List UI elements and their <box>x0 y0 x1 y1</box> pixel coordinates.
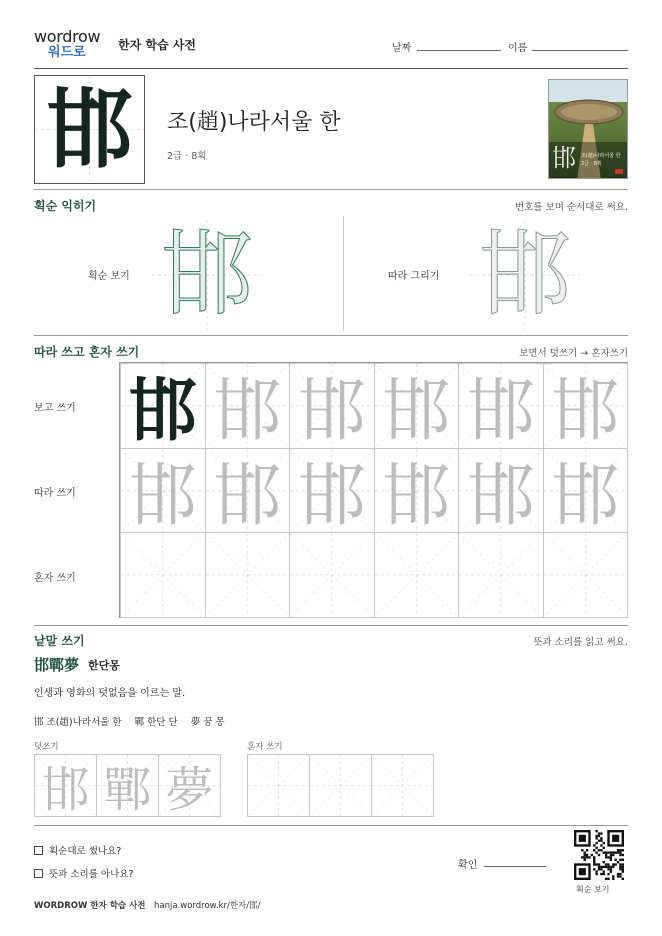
check-label: 뜻과 소리를 아나요? <box>49 869 134 880</box>
practice-grid <box>119 362 628 618</box>
logo <box>34 28 114 64</box>
practice-row-label: 따라 쓰기 <box>34 488 76 499</box>
gloss-text: 조(趙)나라서울 한 <box>46 717 122 728</box>
practice-cell[interactable] <box>543 448 629 534</box>
date-line[interactable] <box>417 50 501 51</box>
practice-cell[interactable] <box>458 532 544 618</box>
stroke-view-label: 획순 보기 <box>88 271 130 282</box>
stroke-trace-diagram[interactable] <box>470 220 580 330</box>
practice-cell[interactable] <box>120 532 206 618</box>
word-trace-grid <box>34 754 222 818</box>
stroke-section-title: 획순 익히기 <box>34 199 97 213</box>
ghost-character: 邯 <box>213 456 282 534</box>
stroke-section-vdivider <box>343 216 344 331</box>
check-item[interactable] <box>34 843 121 857</box>
word-divider <box>34 825 628 826</box>
practice-section-note: 보면서 덧쓰기 → 혼자쓰기 <box>519 348 628 359</box>
practice-divider <box>34 625 628 626</box>
footer-brand: WORDROW 한자 학습 사전 <box>34 901 146 911</box>
ghost-character: 邯 <box>466 372 535 449</box>
header-divider <box>34 68 628 69</box>
word-alone-cell[interactable] <box>371 754 434 817</box>
name-line[interactable] <box>532 50 628 51</box>
ghost-character: 邯 <box>466 456 535 534</box>
stroke-trace-label: 따라 그리기 <box>388 271 440 282</box>
thumb-badge <box>615 169 623 174</box>
stroke-view-character: 邯 <box>160 221 253 328</box>
word-ghost-character: 夢 <box>165 762 214 817</box>
word-reading: 한단몽 <box>88 659 120 672</box>
practice-cell[interactable] <box>120 448 206 534</box>
practice-cell[interactable] <box>289 448 375 534</box>
qr-code[interactable] <box>574 830 624 880</box>
practice-row-label: 혼자 쓰기 <box>34 573 76 584</box>
confirm-label: 확인 <box>458 860 478 871</box>
ghost-character: 邯 <box>297 456 366 534</box>
ghost-character: 邯 <box>382 456 451 534</box>
confirm-line[interactable] <box>484 866 546 867</box>
practice-cell[interactable] <box>205 532 291 618</box>
word-trace-cell[interactable] <box>34 754 97 817</box>
ghost-character: 邯 <box>382 372 451 449</box>
thumb-caption-1: 조(趙)나라서울 한 <box>581 153 621 159</box>
practice-cell[interactable] <box>374 363 460 449</box>
practice-cell[interactable] <box>289 532 375 618</box>
practice-cell[interactable] <box>543 363 629 449</box>
gloss-hanja: 鄲 <box>134 717 145 728</box>
word-alone-cell[interactable] <box>247 754 310 817</box>
thumb-caption-2: 2급 · 8획 <box>581 161 602 167</box>
word-trace-label: 덧쓰기 <box>34 742 59 752</box>
app-title: 한자 학습 사전 <box>118 38 196 52</box>
practice-cell[interactable] <box>289 363 375 449</box>
stroke-section-note: 번호를 보며 순서대로 써요. <box>514 202 628 213</box>
ghost-character: 邯 <box>213 372 282 449</box>
hero-meaning-sound: 조(趙)나라서울 한 <box>167 110 341 135</box>
word-trace-cell[interactable] <box>158 754 221 817</box>
gloss-text: 한단 단 <box>147 717 178 728</box>
stroke-divider <box>34 335 628 336</box>
word-ghost-character: 邯 <box>41 762 90 817</box>
checkbox[interactable] <box>34 846 43 855</box>
gloss-text: 꿈 몽 <box>203 717 225 728</box>
word-hanja: 邯鄲夢 <box>34 656 80 674</box>
practice-cell[interactable] <box>458 448 544 534</box>
hero-character: 邯 <box>46 79 133 180</box>
check-item[interactable] <box>34 866 134 880</box>
name-label: 이름 <box>508 43 528 54</box>
practice-cell[interactable] <box>205 448 291 534</box>
word-alone-grid <box>247 754 435 818</box>
word-section-title: 낱말 쓰기 <box>34 634 85 648</box>
hero-divider <box>34 189 628 190</box>
ghost-character: 邯 <box>551 372 620 449</box>
thumb-character: 邯 <box>552 144 576 172</box>
practice-row-label: 보고 쓰기 <box>34 403 76 414</box>
hero-character-box <box>34 75 145 184</box>
practice-cell[interactable] <box>205 363 291 449</box>
practice-section-title: 따라 쓰고 혼자 쓰기 <box>34 345 140 359</box>
word-trace-cell[interactable] <box>96 754 159 817</box>
word-definition: 인생과 영화의 덧없음을 이르는 말. <box>34 688 186 699</box>
check-label: 획순대로 썼나요? <box>49 846 122 857</box>
practice-cell[interactable] <box>374 448 460 534</box>
hero-illustration <box>548 79 628 179</box>
gloss-hanja: 夢 <box>190 717 201 728</box>
ghost-character: 邯 <box>128 456 197 534</box>
gloss-hanja: 邯 <box>34 717 44 728</box>
qr-caption: 획순 보기 <box>576 885 610 894</box>
ghost-character: 邯 <box>551 456 620 534</box>
practice-cell[interactable] <box>120 363 206 449</box>
ghost-character: 邯 <box>297 372 366 449</box>
hero-grade-strokes: 2급 · 8획 <box>167 151 207 162</box>
stroke-view-diagram <box>152 220 262 330</box>
model-character: 邯 <box>128 371 197 449</box>
footer-url[interactable]: hanja.wordrow.kr/한자/邯/ <box>154 901 261 911</box>
stroke-trace-character: 邯 <box>478 221 571 328</box>
word-glossary <box>34 714 225 728</box>
word-ghost-character: 鄲 <box>103 762 152 817</box>
checkbox[interactable] <box>34 869 43 878</box>
word-alone-cell[interactable] <box>309 754 372 817</box>
practice-cell[interactable] <box>543 532 629 618</box>
practice-cell[interactable] <box>374 532 460 618</box>
logo-wordrow: wordrow <box>34 27 101 46</box>
logo-korean: 워드로 <box>48 45 86 60</box>
practice-cell[interactable] <box>458 363 544 449</box>
word-section-note: 뜻과 소리를 읽고 써요. <box>533 637 628 648</box>
date-label: 날짜 <box>392 43 412 54</box>
word-alone-label: 혼자 쓰기 <box>247 742 283 752</box>
